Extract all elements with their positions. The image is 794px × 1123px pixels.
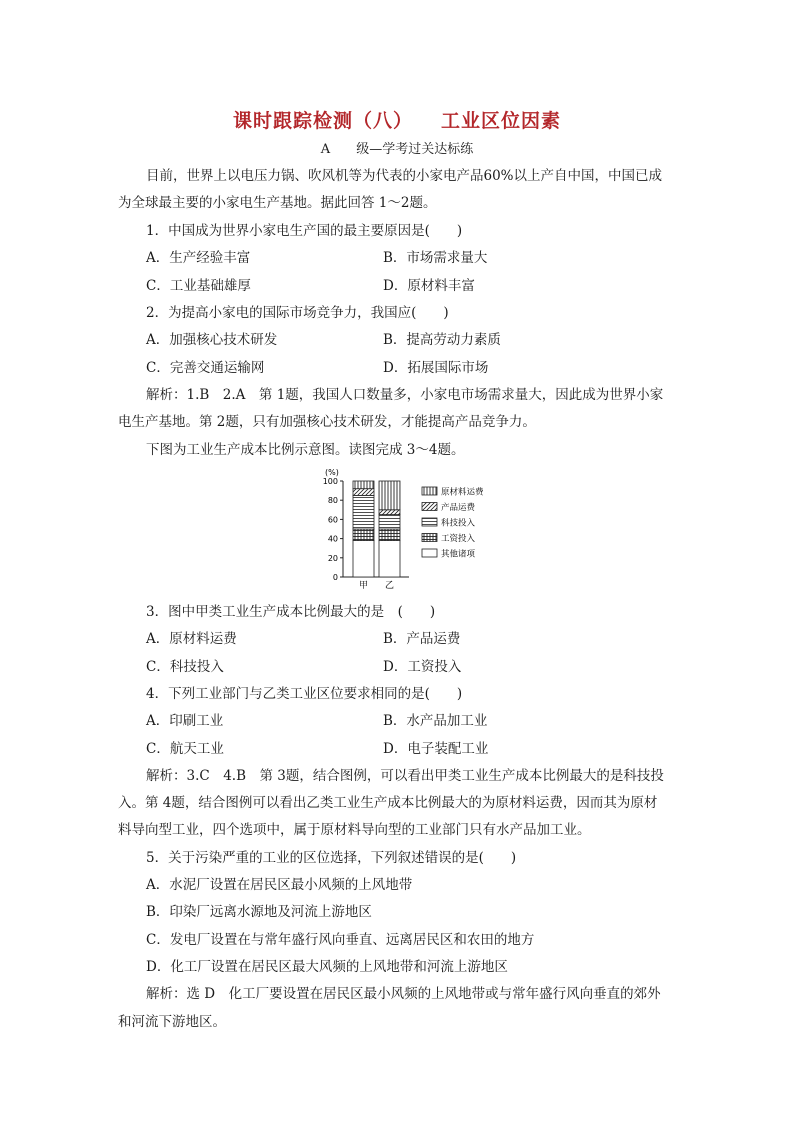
question-2-option-c: C．完善交通运输网 [146,360,265,376]
bar-jia-segment-0 [353,541,374,577]
intro-line-2: 为全球最主要的小家电生产基地。据此回答 1～2题。 [118,195,437,211]
bar-yi-segment-1 [379,529,400,541]
chart-ylabel: (%) [325,468,339,477]
question-1-stem: 1．中国成为世界小家电生产国的最主要原因是( ) [146,223,463,239]
question-4-option-a: A．印刷工业 [146,713,224,729]
legend-swatch [422,503,437,511]
question-3-option-b: B．产品运费 [383,631,461,647]
legend-label: 其他诸项 [441,549,476,560]
bar-yi-segment-3 [379,510,400,515]
question-5-stem: 5．关于污染严重的工业的区位选择，下列叙述错误的是( ) [146,850,517,866]
bar-jia-segment-1 [353,529,374,541]
question-5-option-c: C．发电厂设置在与常年盛行风向垂直、远离居民区和农田的地方 [146,932,535,948]
question-1-option-b: B．市场需求量大 [383,250,488,266]
y-tick-label: 40 [327,534,338,544]
answer-1-2-line-1: 解析：1.B 2.A 第 1题，我国人口数量多，小家电市场需求量大，因此成为世界小家 [146,387,664,403]
bar-jia-segment-2 [353,495,374,529]
legend-swatch [422,549,437,557]
section-subtitle [0,138,794,157]
question-3-option-c: C．科技投入 [146,659,224,675]
question-4-option-b: B．水产品加工业 [383,713,488,729]
chart-intro: 下图为工业生产成本比例示意图。读图完成 3～4题。 [146,442,465,458]
bar-jia-segment-4 [353,481,374,489]
legend-label: 产品运费 [441,503,476,513]
y-tick-label: 60 [327,515,338,525]
y-tick-label: 0 [332,573,338,582]
answer-3-4-line-3: 料导向型工业，四个选项中，属于原材料导向型的工业部门只有水产品加工业。 [118,822,591,838]
title-part-2: 工业区位因素 [441,110,562,132]
legend-swatch [422,518,437,526]
question-1-option-c: C．工业基础雄厚 [146,278,251,294]
subtitle-text: 级—学考过关达标练 [356,142,474,157]
question-5-option-a: A．水泥厂设置在居民区最小风频的上风地带 [146,877,413,893]
question-2-option-a: A．加强核心技术研发 [146,332,278,348]
question-2-option-b: B．提高劳动力素质 [383,332,501,348]
question-1-option-d: D．原材料丰富 [383,278,475,294]
question-3-option-d: D．工资投入 [383,659,462,675]
answer-3-4-line-2: 入。第 4题，结合图例可以看出乙类工业生产成本比例最大的为原材料运费，因而其为原材 [118,795,658,811]
question-4-option-c: C．航天工业 [146,741,224,757]
question-2-stem: 2．为提高小家电的国际市场竞争力，我国应( ) [146,305,449,321]
bar-jia-segment-3 [353,489,374,496]
page-title [0,106,794,133]
question-1-option-a: A．生产经验丰富 [146,250,251,266]
y-tick-label: 80 [327,496,338,506]
category-label: 乙 [384,581,395,591]
question-5-option-d: D．化工厂设置在居民区最大风频的上风地带和河流上游地区 [146,959,508,975]
bar-yi-segment-2 [379,515,400,529]
answer-1-2-line-2: 电生产基地。第 2题，只有加强核心技术研发，才能提高产品竞争力。 [118,414,536,430]
answer-5-line-2: 和河流下游地区。 [118,1014,226,1030]
legend-label: 工资投入 [441,534,476,544]
question-3-option-a: A．原材料运费 [146,631,237,647]
subtitle-level: A [320,142,331,157]
legend-label: 原材料运费 [441,487,484,498]
y-tick-label: 20 [327,553,338,563]
cost-ratio-chart [318,463,508,591]
answer-3-4-line-1: 解析：3.C 4.B 第 3题，结合图例，可以看出甲类工业生产成本比例最大的是科技投 [146,768,664,784]
legend-label: 科技投入 [441,518,476,529]
question-3-stem: 3．图中甲类工业生产成本比例最大的是 ( ) [146,604,436,620]
category-label: 甲 [358,581,369,591]
legend-swatch [422,487,437,495]
question-4-stem: 4．下列工业部门与乙类工业区位要求相同的是( ) [146,686,463,702]
legend-swatch [422,534,437,542]
bar-yi-segment-0 [379,541,400,577]
question-2-option-d: D．拓展国际市场 [383,360,489,376]
question-4-option-d: D．电子装配工业 [383,741,489,757]
answer-5-line-1: 解析：选 D 化工厂要设置在居民区最小风频的上风地带或与常年盛行风向垂直的郊外 [146,986,661,1002]
title-part-1: 课时跟踪检测（八） [232,110,413,132]
question-5-option-b: B．印染厂远离水源地及河流上游地区 [146,904,372,920]
intro-line-1: 目前，世界上以电压力锅、吹风机等为代表的小家电产品60%以上产自中国，中国已成 [146,168,663,184]
bar-yi-segment-4 [379,481,400,510]
y-tick-label: 100 [322,477,338,486]
